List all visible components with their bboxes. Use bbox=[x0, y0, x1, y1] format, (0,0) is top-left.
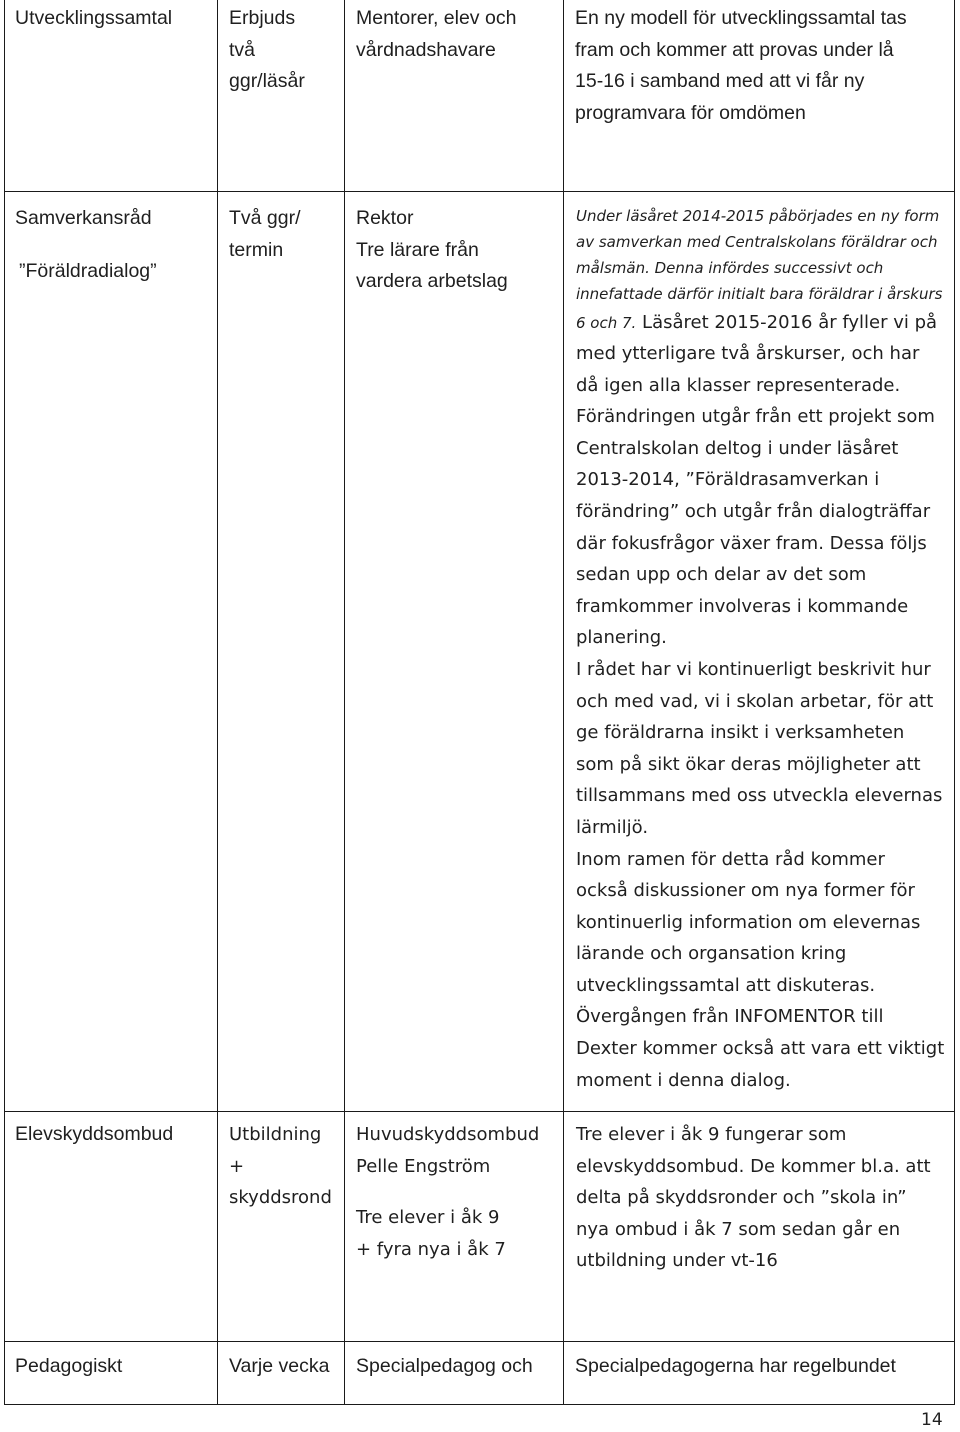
row4-name: Pedagogiskt bbox=[15, 1355, 123, 1377]
table-divider-col1 bbox=[217, 0, 218, 1405]
table-border-right bbox=[954, 0, 955, 1405]
row3-frequency: Utbildning + skyddsrond bbox=[229, 1124, 332, 1209]
row1-description: En ny modell för utvecklingssamtal tas fram och kommer att provas under lå 15-16 i samband med att vi får ny programvara för omdömen bbox=[575, 7, 907, 124]
row3-description: Tre elever i åk 9 fungerar som elevskyddsombud. De kommer bl.a. att delta på skyddsronder och ”skola in” nya ombud i åk 7 som sedan går en utbildning under vt-16 bbox=[576, 1124, 931, 1272]
row4-frequency: Varje vecka bbox=[229, 1355, 330, 1377]
row2-description: med ytterligare två årskurser, och har då igen alla klasser representerade. Förändringen utgår från ett projekt som Centralskolan deltog i under läsåret 2013-2014, ”Föräldrasamverkan i förändring” och utgår från dialogträffar där fokusfrågor växer fram. Dessa följs sedan upp och delar av det som framkommer involveras i kommande planering. I rådet har vi kontinuerligt beskrivit hur och med vad, vi i skolan arbetar, för att ge föräldrarna insikt i verksamheten som på sikt ökar deras möjligheter att tillsammans med oss utveckla elevernas lärmiljö. Inom ramen för detta råd kommer också diskussioner om nya former för kontinuerlig information om elevernas lärande och organsation kring utvecklingssamtal att diskuteras. Övergången från INFOMENTOR till Dexter kommer också att vara ett viktigt moment i denna dialog. bbox=[576, 343, 945, 1091]
row2-description-mixed: 6 och 7. Läsåret 2015-2016 år fyller vi på bbox=[576, 312, 938, 333]
row4-description: Specialpedagogerna har regelbundet bbox=[575, 1355, 896, 1377]
row-divider-1 bbox=[4, 191, 955, 192]
row2-participants: Rektor Tre lärare från vardera arbetslag bbox=[356, 207, 508, 293]
row-divider-3 bbox=[4, 1341, 955, 1342]
row1-name: Utvecklingssamtal bbox=[15, 7, 173, 29]
row-divider-2 bbox=[4, 1111, 955, 1112]
row2-name: Samverkansråd ”Föräldradialog” bbox=[15, 207, 157, 282]
table-border-left bbox=[4, 0, 5, 1405]
row3-name: Elevskyddsombud bbox=[15, 1123, 174, 1145]
table-border-bottom bbox=[4, 1404, 955, 1405]
row3-participants: Huvudskyddsombud Pelle Engström Tre elever i åk 9 + fyra nya i åk 7 bbox=[356, 1124, 540, 1260]
page-number: 14 bbox=[921, 1410, 943, 1430]
row1-frequency: Erbjuds två ggr/läsår bbox=[229, 7, 305, 93]
table-divider-col2 bbox=[344, 0, 345, 1405]
row2-description-italic: Under läsåret 2014-2015 påbörjades en ny form av samverkan med Centralskolans föräldrar och målsmän. Denna infördes successivt och innefattade därför initialt bara föräldrar i årskurs bbox=[576, 207, 943, 303]
row4-participants: Specialpedagog och bbox=[356, 1355, 533, 1377]
table-divider-col3 bbox=[563, 0, 564, 1405]
row1-participants: Mentorer, elev och vårdnadshavare bbox=[356, 7, 517, 61]
row2-frequency: Två ggr/ termin bbox=[229, 207, 301, 261]
